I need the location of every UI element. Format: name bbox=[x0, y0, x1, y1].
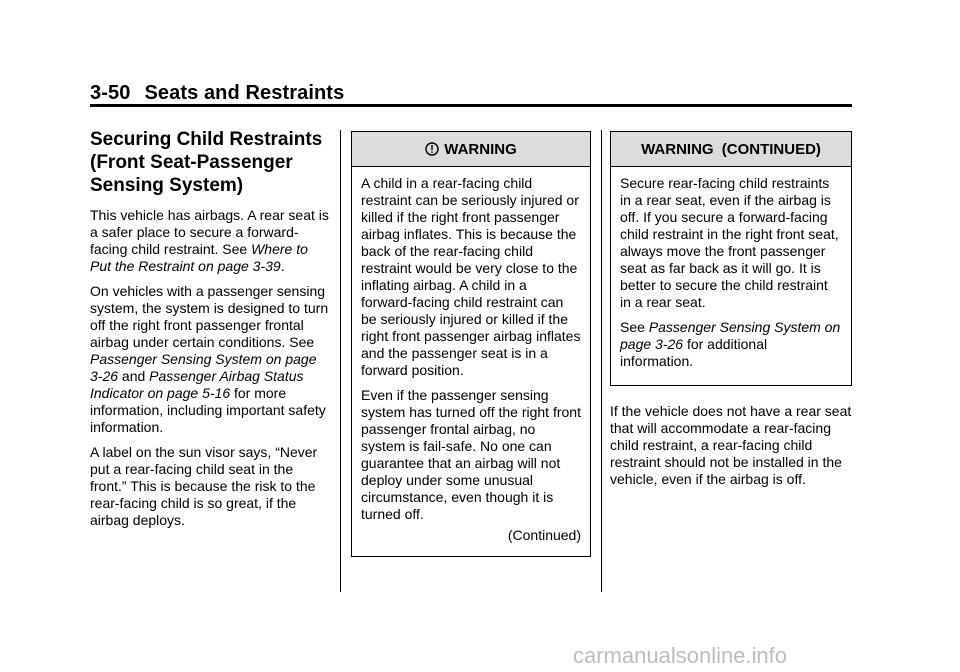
warning-box bbox=[351, 131, 591, 557]
section-title-line: (Front Seat-Passenger bbox=[90, 152, 293, 173]
cross-reference: Passenger Airbag Status Indicator on page 5-16 bbox=[90, 368, 304, 401]
section-title-line: Sensing System) bbox=[90, 175, 244, 196]
paragraph-airbags: This vehicle has airbags. A rear seat is a safer place to secure a forward-facing child restraint. See Where to Put the Restraint on page 3-39. bbox=[90, 207, 329, 274]
column-divider bbox=[601, 130, 602, 592]
warning-paragraph: Secure rear-facing child restraints in a rear seat, even if the airbag is off. If you secure a forward-facing child restraint in the right front seat, always move the front passenger seat as far back as it will go. It is better to secure the child restraint in a rear seat. bbox=[620, 175, 839, 310]
section-title-line: Securing Child Restraints bbox=[90, 129, 323, 150]
paragraph-no-rear-seat: If the vehicle does not have a rear seat that will accommodate a rear-facing child restraint, a rear-facing child restraint should not be installed in the vehicle, even if the airbag is off. bbox=[610, 403, 852, 487]
warning-circle-icon bbox=[425, 142, 439, 156]
paragraph-sun-visor-label: A label on the sun visor says, “Never put a rear-facing child seat in the front.” This is because the risk to the rear-facing child is so great, if the airbag deploys. bbox=[90, 444, 318, 528]
warning-paragraph: See Passenger Sensing System on page 3-26 for additional information. bbox=[620, 319, 841, 369]
warning-continued-title: WARNING (CONTINUED) bbox=[641, 140, 821, 158]
warning-box-header bbox=[352, 132, 590, 167]
continued-label: (Continued) bbox=[507, 527, 581, 543]
watermark: carmanualsonline.info bbox=[573, 643, 788, 668]
left-column bbox=[90, 128, 332, 537]
warning-title: WARNING bbox=[444, 140, 517, 158]
page-number: 3-50 bbox=[90, 82, 131, 104]
column-divider bbox=[340, 130, 341, 592]
cross-reference: Passenger Sensing System on page 3-26 bbox=[620, 319, 841, 352]
cross-reference: Where to Put the Restraint on page 3-39 bbox=[90, 241, 308, 274]
paragraph-sensing-system: On vehicles with a passenger sensing system, the system is designed to turn off the right front passenger frontal airbag under certain conditions. See Passenger Sensing System on page 3-26 and Passenger Airbag Status Indicator on page 5-16 for more information, including important safety information. bbox=[90, 283, 329, 435]
cross-reference: Passenger Sensing System on page 3-26 bbox=[90, 351, 317, 384]
warning-paragraph: Even if the passenger sensing system has turned off the right front passenger frontal airbag, no system is fail-safe. No one can guarantee that an airbag will not deploy under some unusual circumstance, even though it is turned off. bbox=[361, 387, 581, 522]
warning-continued-box bbox=[610, 131, 852, 386]
section-header-title: Seats and Restraints bbox=[144, 82, 345, 104]
warning-paragraph: A child in a rear-facing child restraint can be seriously injured or killed if the right front passenger airbag inflates. This is because the back of the rear-facing child restraint would be very close to the inflating airbag. A child in a forward-facing child restraint can be seriously injured or killed if the right front passenger airbag inflates and the passenger seat is in a forward position. bbox=[361, 175, 581, 378]
warning-continued-header bbox=[611, 132, 851, 167]
header-rule bbox=[90, 104, 852, 107]
section-title bbox=[90, 128, 332, 197]
page-header bbox=[90, 82, 344, 105]
